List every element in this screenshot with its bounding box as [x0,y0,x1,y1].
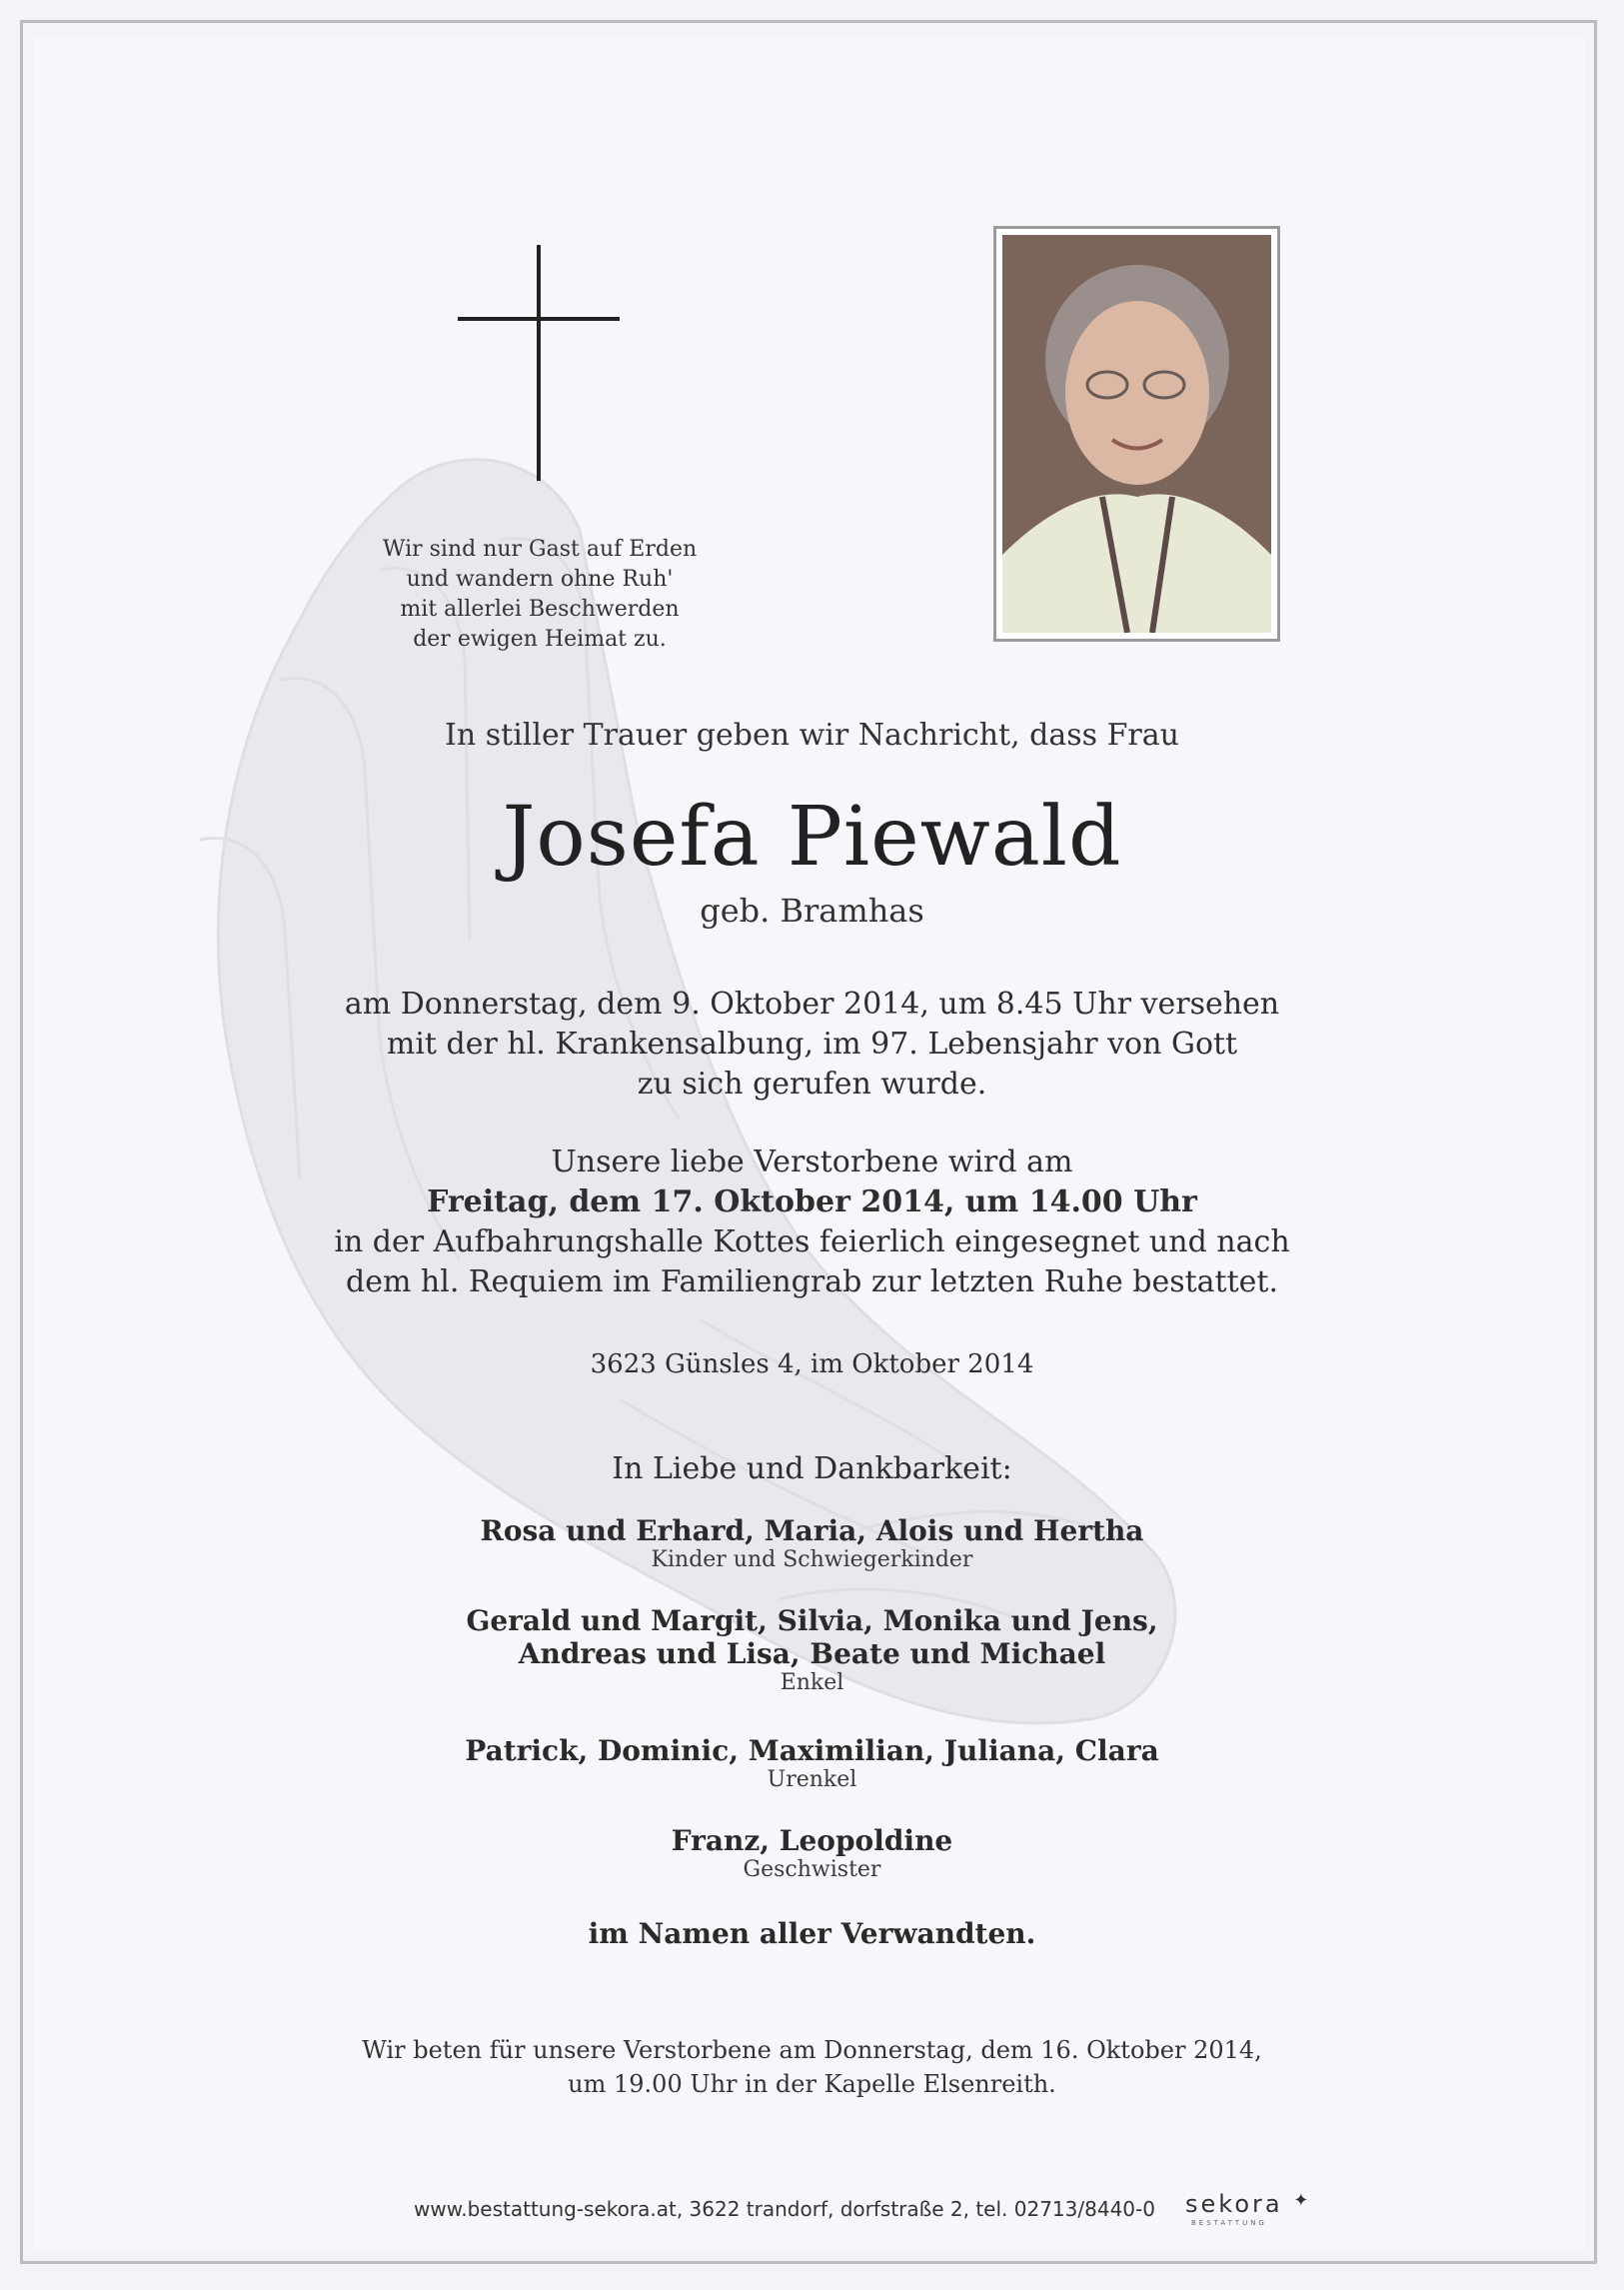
funeral-notice [0,1143,1624,1302]
family-relation: Kinder und Schwiegerkinder [651,1547,973,1572]
family-relation: Geschwister [743,1857,881,1882]
poem [330,535,750,655]
logo-subtitle: BESTATTUNG [1191,2219,1267,2227]
family-relation: Urenkel [767,1767,857,1792]
poem-line: und wandern ohne Ruh' [406,567,674,592]
birth-name: geb. Bramhas [700,892,924,930]
funeral-line: dem hl. Requiem im Familiengrab zur letzten Ruhe bestattet. [345,1264,1278,1299]
poem-line: Wir sind nur Gast auf Erden [382,537,698,562]
portrait-image [1002,235,1271,633]
family-names: Andreas und Lisa, Beate und Michael [518,1637,1106,1670]
cross-icon [458,245,620,481]
sekora-logo [1185,2190,1311,2218]
death-notice-line: mit der hl. Krankensalbung, im 97. Lebensjahr von Gott [386,1027,1238,1062]
death-notice-line: am Donnerstag, dem 9. Oktober 2014, um 8.45 Uhr versehen [344,987,1280,1022]
death-notice [0,985,1624,1105]
logo-text: sekora [1185,2190,1283,2218]
family-names: Patrick, Dominic, Maximilian, Juliana, Clara [465,1734,1159,1767]
prayer-line: Wir beten für unsere Verstorbene am Donnerstag, dem 16. Oktober 2014, [362,2036,1262,2064]
family-group [0,1824,1624,1882]
bird-icon: ✦ [1293,2190,1312,2211]
family-relation: Enkel [780,1670,844,1695]
family-names: Gerald und Margit, Silvia, Monika und Jens, [466,1604,1158,1637]
poem-line: der ewigen Heimat zu. [413,627,667,652]
funeral-line: Unsere liebe Verstorbene wird am [551,1145,1073,1179]
gratitude-heading: In Liebe und Dankbarkeit: [612,1451,1012,1486]
prayer-notice [0,2033,1624,2101]
relatives-line: im Namen aller Verwandten. [588,1917,1036,1950]
death-notice-line: zu sich gerufen wurde. [637,1067,987,1102]
deceased-name: Josefa Piewald [502,790,1122,885]
funeral-date: Freitag, dem 17. Oktober 2014, um 14.00 Uhr [427,1184,1197,1219]
family-names: Franz, Leopoldine [671,1824,953,1857]
poem-line: mit allerlei Beschwerden [400,597,680,622]
family-group [0,1734,1624,1792]
prayer-line: um 19.00 Uhr in der Kapelle Elsenreith. [568,2070,1056,2098]
family-group [0,1514,1624,1572]
footer-contact: www.bestattung-sekora.at, 3622 trandorf, dorfstraße 2, tel. 02713/8440-0 [414,2197,1155,2221]
family-group [0,1604,1624,1695]
family-names: Rosa und Erhard, Maria, Alois und Hertha [480,1514,1144,1547]
place-date: 3623 Günsles 4, im Oktober 2014 [590,1349,1034,1379]
intro-text: In stiller Trauer geben wir Nachricht, dass Frau [445,718,1179,753]
funeral-line: in der Aufbahrungshalle Kottes feierlich eingesegnet und nach [334,1224,1290,1259]
portrait-photo [993,226,1280,642]
